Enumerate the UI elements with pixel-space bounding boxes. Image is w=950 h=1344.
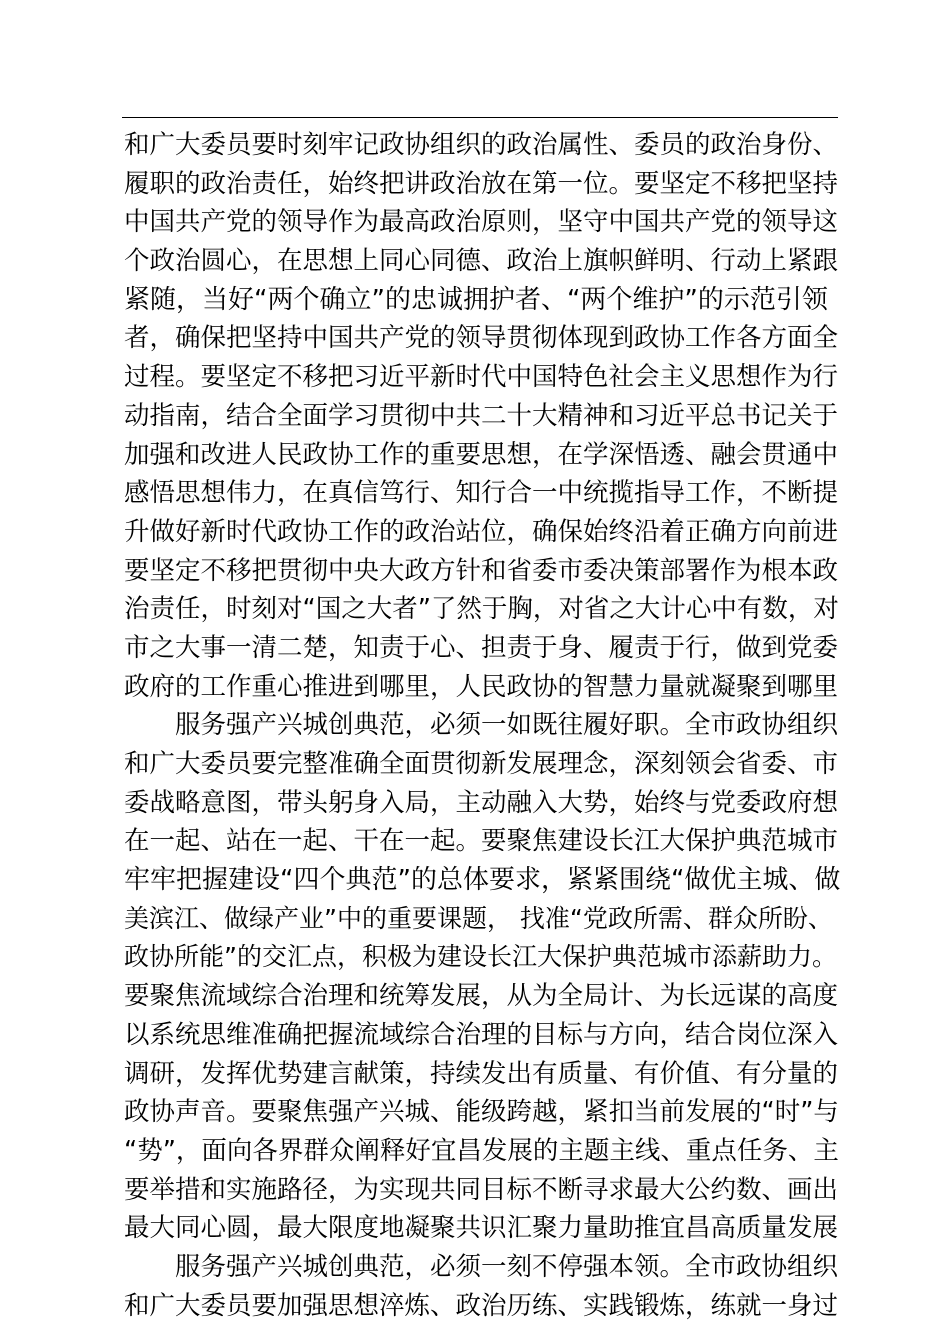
text-line: 者，确保把坚持中国共产党的领导贯彻体现到政协工作各方面全 [124, 323, 839, 354]
text-line: 升做好新时代政协工作的政治站位，确保始终沿着正确方向前进 [124, 516, 839, 547]
text-line: 政协声音。要聚焦强产兴城、能级跨越，紧扣当前发展的“时”与 [124, 1097, 839, 1128]
text-line: 加强和改进人民政协工作的重要思想，在学深悟透、融会贯通中 [124, 439, 839, 470]
text-line: 在一起、站在一起、干在一起。要聚焦建设长江大保护典范城市 [124, 826, 839, 857]
text-line: 要聚焦流域综合治理和统筹发展，从为全局计、为长远谋的高度 [124, 981, 839, 1012]
text-line: 中国共产党的领导作为最高政治原则，坚守中国共产党的领导这 [124, 207, 839, 238]
text-line: 政协所能”的交汇点，积极为建设长江大保护典范城市添薪助力。 [124, 942, 837, 972]
text-line: 最大同心圆，最大限度地凝聚共识汇聚力量助推宜昌高质量发展 [124, 1213, 839, 1244]
text-line: 履职的政治责任，始终把讲政治放在第一位。要坚定不移把坚持 [124, 168, 839, 199]
text-line: 要举措和实施路径，为实现共同目标不断寻求最大公约数、画出 [124, 1174, 839, 1205]
text-line: 政府的工作重心推进到哪里，人民政协的智慧力量就凝聚到哪里 [124, 671, 839, 702]
paragraph-first-line: 服务强产兴城创典范，必须一刻不停强本领。全市政协组织 [175, 1251, 839, 1282]
header-rule [122, 117, 838, 118]
text-line: 治责任，时刻对“国之大者”了然于胸，对省之大计心中有数，对 [124, 594, 839, 625]
text-line: 调研，发挥优势建言献策，持续发出有质量、有价值、有分量的 [124, 1058, 839, 1089]
text-line: 紧随，当好“两个确立”的忠诚拥护者、“两个维护”的示范引领 [124, 284, 828, 315]
text-line: 美滨江、做绿产业”中的重要课题， 找准“党政所需、群众所盼、 [124, 903, 833, 933]
text-line: 牢牢把握建设“四个典范”的总体要求，紧紧围绕“做优主城、做 [124, 865, 841, 896]
text-line: 动指南，结合全面学习贯彻中共二十大精神和习近平总书记关于 [124, 400, 839, 431]
text-line: 委战略意图，带头躬身入局，主动融入大势，始终与党委政府想 [124, 787, 839, 818]
text-line: 市之大事一清二楚，知责于心、担责于身、履责于行，做到党委 [124, 632, 839, 663]
text-line: 感悟思想伟力，在真信笃行、知行合一中统揽指导工作，不断提 [124, 478, 839, 509]
text-line: 和广大委员要时刻牢记政协组织的政治属性、委员的政治身份、 [124, 130, 839, 160]
text-line: 过程。要坚定不移把习近平新时代中国特色社会主义思想作为行 [124, 362, 839, 393]
paragraph-first-line: 服务强产兴城创典范，必须一如既往履好职。全市政协组织 [175, 710, 839, 741]
text-line: 和广大委员要加强思想淬炼、政治历练、实践锻炼，练就一身过 [124, 1290, 839, 1321]
body-text [124, 126, 844, 1325]
text-line: 要坚定不移把贯彻中央大政方针和省委市委决策部署作为根本政 [124, 555, 839, 586]
text-line: 个政治圆心，在思想上同心同德、政治上旗帜鲜明、行动上紧跟 [124, 246, 839, 277]
text-line: “势”，面向各界群众阐释好宜昌发展的主题主线、重点任务、主 [124, 1135, 839, 1166]
text-line: 以系统思维准确把握流域综合治理的目标与方向，结合岗位深入 [124, 1019, 839, 1050]
text-line: 和广大委员要完整准确全面贯彻新发展理念，深刻领会省委、市 [124, 749, 839, 779]
